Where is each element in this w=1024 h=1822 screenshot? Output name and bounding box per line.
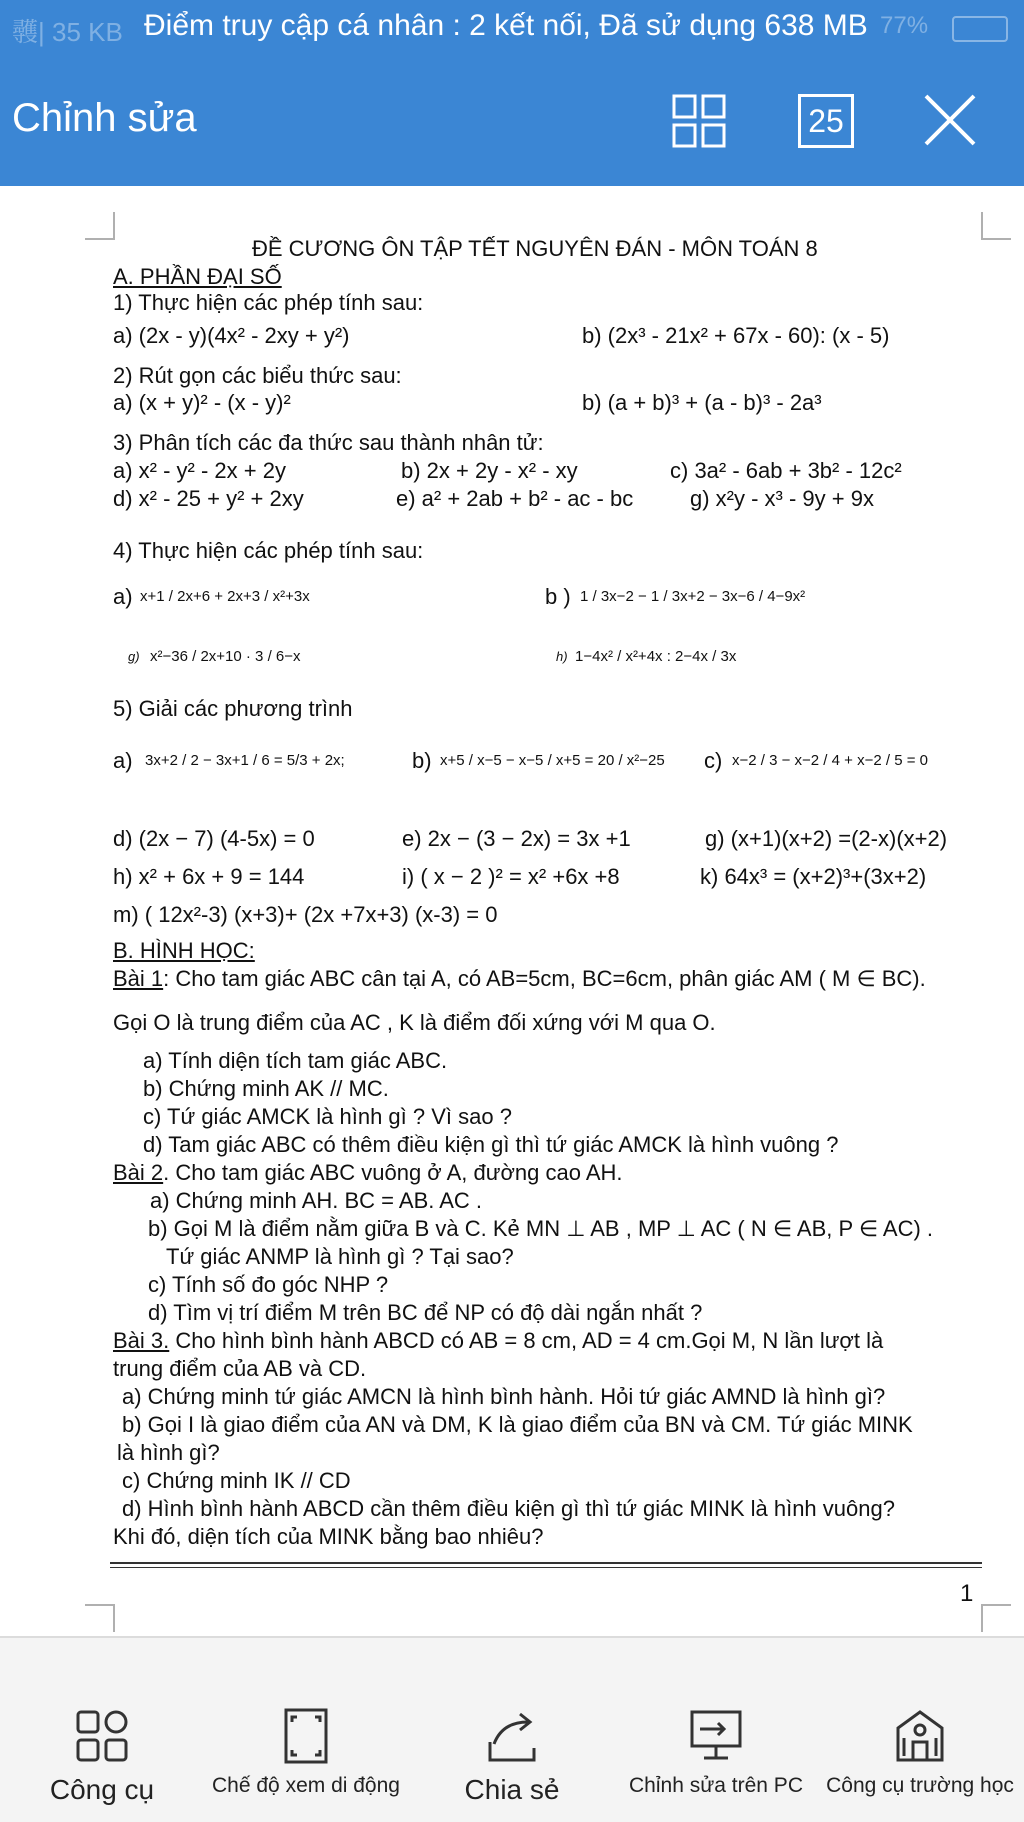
bai3-text2: trung điểm của AB và CD. (113, 1356, 367, 1381)
q4-title: 4) Thực hiện các phép tính sau: (113, 538, 424, 563)
edit-on-pc-icon (688, 1708, 744, 1764)
bai2-a: a) Chứng minh AH. BC = AB. AC . (150, 1188, 483, 1213)
q5-b-label: b) (412, 748, 432, 773)
bai3-c: c) Chứng minh IK // CD (122, 1468, 351, 1493)
school-tools-label: Công cụ trường học (826, 1774, 1014, 1797)
document-title: ĐỀ CƯƠNG ÔN TẬP TẾT NGUYÊN ĐÁN - MÔN TOÁN 8 (252, 236, 818, 261)
tools-label: Công cụ (49, 1774, 155, 1805)
q2-title: 2) Rút gọn các biểu thức sau: (113, 363, 402, 388)
bai2-text: . Cho tam giác ABC vuông ở A, đường cao AH. (163, 1160, 623, 1185)
bai2-label: Bài 2 (113, 1160, 164, 1185)
share-button[interactable] (452, 1708, 572, 1806)
document-content (0, 186, 1024, 1636)
share-label: Chia sẻ (464, 1774, 560, 1805)
bai1-line (113, 966, 926, 992)
q1-b: b) (2x³ - 21x² + 67x - 60): (x - 5) (582, 323, 890, 348)
bai1-text: : Cho tam giác ABC cân tại A, có AB=5cm, BC=6cm, phân giác AM ( M ∈ BC). (163, 966, 926, 991)
bai1-b: b) Chứng minh AK // MC. (143, 1076, 389, 1101)
bottom-toolbar (0, 1636, 1024, 1822)
footer-rule (110, 1562, 982, 1564)
q1-a: a) (2x - y)(4x² - 2xy + y²) (113, 323, 350, 348)
q4-a-expr: x+1 / 2x+6 + 2x+3 / x²+3x (140, 588, 310, 605)
q4-g-expr: x²−36 / 2x+10 · 3 / 6−x (150, 648, 301, 665)
bai1-d: d) Tam giác ABC có thêm điều kiện gì thì tứ giác AMCK là hình vuông ? (143, 1132, 839, 1157)
q5-i: i) ( x − 2 )² = x² +6x +8 (402, 864, 620, 889)
bai2-b: b) Gọi M là điểm nằm giữa B và C. Kẻ MN ⊥ AB , MP ⊥ AC ( N ∈ AB, P ∈ AC) . (148, 1216, 934, 1241)
bai1-text2: Gọi O là trung điểm của AC , K là điểm đối xứng với M qua O. (113, 1010, 716, 1035)
q4-h-label: h) (556, 649, 568, 664)
section-a-heading: A. PHẦN ĐẠI SỐ (113, 264, 282, 289)
q3-g: g) x²y - x³ - 9y + 9x (690, 486, 874, 511)
q5-d: d) (2x − 7) (4-5x) = 0 (113, 826, 315, 851)
q5-e: e) 2x − (3 − 2x) = 3x +1 (402, 826, 631, 851)
tools-icon (74, 1708, 130, 1764)
document-page[interactable] (0, 186, 1024, 1636)
q4-h-expr: 1−4x² / x²+4x : 2−4x / 3x (575, 648, 737, 665)
q3-b: b) 2x + 2y - x² - xy (401, 458, 578, 483)
q3-c: c) 3a² - 6ab + 3b² - 12c² (670, 458, 902, 483)
q2-a: a) (x + y)² - (x - y)² (113, 390, 291, 415)
q4-b-label: b ) (545, 584, 571, 609)
q5-c-expr: x−2 / 3 − x−2 / 4 + x−2 / 5 = 0 (732, 752, 928, 769)
mobile-view-label: Chế độ xem di động (212, 1774, 400, 1797)
bai3-line (113, 1328, 883, 1354)
q4-b-expr: 1 / 3x−2 − 1 / 3x+2 − 3x−6 / 4−9x² (580, 588, 806, 605)
q4-a-label: a) (113, 584, 133, 609)
edit-on-pc-label: Chỉnh sửa trên PC (629, 1774, 803, 1797)
bai1-c: c) Tứ giác AMCK là hình gì ? Vì sao ? (143, 1104, 512, 1129)
q5-b-expr: x+5 / x−5 − x−5 / x+5 = 20 / x²−25 (440, 752, 665, 769)
q3-a: a) x² - y² - 2x + 2y (113, 458, 286, 483)
q3-d: d) x² - 25 + y² + 2xy (113, 486, 304, 511)
bai3-d2: Khi đó, diện tích của MINK bằng bao nhiêu? (113, 1524, 544, 1549)
page-number: 1 (960, 1580, 974, 1607)
app-bar (0, 52, 1024, 186)
status-bar (0, 0, 1024, 52)
q5-h: h) x² + 6x + 9 = 144 (113, 864, 305, 889)
bai3-d: d) Hình bình hành ABCD cần thêm điều kiện gì thì tứ giác MINK là hình vuông? (122, 1496, 895, 1521)
q5-title: 5) Giải các phương trình (113, 696, 353, 721)
close-icon[interactable] (922, 92, 978, 148)
page-title: Chỉnh sửa (12, 96, 197, 140)
grid-view-icon[interactable] (672, 94, 726, 148)
school-tools-icon (892, 1708, 948, 1764)
q5-a-label: a) (113, 748, 133, 773)
q1-title: 1) Thực hiện các phép tính sau: (113, 290, 424, 315)
tools-button[interactable] (42, 1708, 162, 1806)
signal-speed: 彠| 35 KB (12, 17, 123, 47)
q4-g-label: g) (128, 649, 140, 664)
section-b-heading: B. HÌNH HỌC: (113, 938, 255, 963)
bai1-label: Bài 1 (113, 966, 164, 991)
bai3-text: Cho hình bình hành ABCD có AB = 8 cm, AD = 4 cm.Gọi M, N lần lượt là (169, 1328, 884, 1353)
share-icon (482, 1708, 542, 1764)
bai3-a: a) Chứng minh tứ giác AMCN là hình bình hành. Hỏi tứ giác AMND là hình gì? (122, 1384, 886, 1409)
bai2-d: d) Tìm vị trí điểm M trên BC để NP có độ dài ngắn nhất ? (148, 1300, 703, 1325)
q5-m: m) ( 12x²-3) (x+3)+ (2x +7x+3) (x-3) = 0 (113, 902, 498, 927)
bai3-label: Bài 3. (113, 1328, 170, 1353)
q5-k: k) 64x³ = (x+2)³+(3x+2) (700, 864, 927, 889)
bai3-b2: là hình gì? (117, 1440, 220, 1465)
bai1-a: a) Tính diện tích tam giác ABC. (143, 1048, 448, 1073)
footer-rule-thin (110, 1567, 982, 1568)
q5-c-label: c) (704, 748, 723, 773)
hotspot-notification: Điểm truy cập cá nhân : 2 kết nối, Đã sử dụng 638 MB (144, 9, 868, 42)
battery-percent: 77% (880, 12, 929, 39)
edit-on-pc-button[interactable] (618, 1708, 814, 1798)
bai2-c: c) Tính số đo góc NHP ? (148, 1272, 389, 1297)
school-tools-button[interactable] (822, 1708, 1018, 1798)
q3-title: 3) Phân tích các đa thức sau thành nhân tử: (113, 430, 544, 455)
page-count-button[interactable]: 25 (798, 94, 854, 148)
bai2-b2: Tứ giác ANMP là hình gì ? Tại sao? (166, 1244, 514, 1269)
q5-a-expr: 3x+2 / 2 − 3x+1 / 6 = 5/3 + 2x; (145, 752, 345, 769)
battery-icon (952, 16, 1008, 42)
q5-g: g) (x+1)(x+2) =(2-x)(x+2) (705, 826, 948, 851)
bai2-line (113, 1160, 623, 1186)
mobile-view-icon (278, 1708, 334, 1764)
bai3-b: b) Gọi I là giao điểm của AN và DM, K là giao điểm của BN và CM. Tứ giác MINK (122, 1412, 913, 1437)
q3-e: e) a² + 2ab + b² - ac - bc (396, 486, 634, 511)
mobile-view-button[interactable] (196, 1708, 416, 1798)
q2-b: b) (a + b)³ + (a - b)³ - 2a³ (582, 390, 822, 415)
